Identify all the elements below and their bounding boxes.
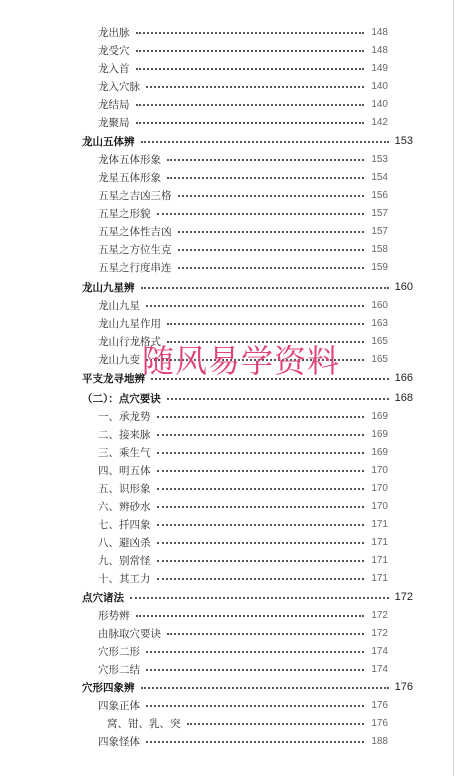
toc-entry[interactable] [107,714,388,732]
dot-leader [187,723,365,725]
dot-leader [136,50,365,52]
dot-leader [157,434,365,436]
toc-entry-page: 169 [371,410,388,422]
toc-entry-page: 174 [371,663,388,675]
toc-entry-title: 龙山五体辨 [82,135,135,148]
toc-entry-title: （二）：点穴要诀 [82,392,161,405]
toc-entry[interactable] [98,113,388,131]
toc-entry-page: 158 [371,243,388,255]
toc-entry-page: 170 [371,464,388,476]
toc-entry[interactable] [98,168,388,186]
toc-entry[interactable] [98,186,388,204]
toc-entry-page: 165 [371,335,388,347]
toc-entry-page: 176 [371,717,388,729]
dot-leader [130,597,389,599]
dot-leader [157,470,365,472]
dot-leader [167,323,364,325]
toc-entry-title: 七、扦四象 [98,518,151,531]
dot-leader [136,615,365,617]
toc-entry-page: 188 [371,735,388,747]
dot-leader [167,341,364,343]
toc-entry[interactable] [98,624,388,642]
toc-entry[interactable] [98,240,388,258]
toc-entry-title: 龙聚局 [98,116,130,129]
toc-entry-title: 龙入首 [98,62,130,75]
toc-entry-page: 172 [371,609,388,621]
toc-entry[interactable] [98,461,388,479]
toc-entry-title: 四、明五体 [98,464,151,477]
toc-entry[interactable] [98,23,388,41]
toc-entry-page: 165 [371,353,388,365]
dot-leader [136,68,365,70]
toc-entry-page: 171 [371,536,388,548]
toc-entry-page: 140 [371,80,388,92]
toc-entry-page: 172 [371,627,388,639]
dot-leader [178,249,365,251]
toc-entry[interactable] [98,660,388,678]
toc-entry-page: 154 [371,171,388,183]
toc-entry[interactable] [98,41,388,59]
toc-entry-page: 159 [371,261,388,273]
toc-entry-title: 龙入穴脉 [98,80,140,93]
toc-entry-page: 156 [371,189,388,201]
toc-entry[interactable] [98,479,388,497]
toc-entry-page: 148 [371,26,388,38]
dot-leader [146,305,364,307]
dot-leader [157,213,365,215]
toc-entry[interactable] [98,314,388,332]
toc-entry[interactable] [98,77,388,95]
dot-leader [157,542,365,544]
dot-leader [157,506,365,508]
toc-entry[interactable] [98,696,388,714]
watermark-text: 随风易学资料 [142,342,341,380]
toc-entry[interactable] [98,332,388,350]
dot-leader [146,669,364,671]
dot-leader [167,398,389,400]
toc-entry-title: 六、辨砂水 [98,500,151,513]
toc-entry-page: 172 [394,591,413,603]
toc-entry-title: 五星之体性吉凶 [98,225,172,238]
toc-entry-page: 163 [371,317,388,329]
toc-entry-page: 140 [371,98,388,110]
toc-entry-page: 169 [371,428,388,440]
toc-entry-title: 九、别常怪 [98,554,151,567]
toc-entry[interactable] [98,732,388,750]
toc-entry-title: 龙出脉 [98,26,130,39]
toc-entry-title: 龙星五体形象 [98,171,161,184]
toc-entry[interactable] [98,204,388,222]
dot-leader [141,287,389,289]
toc-entry-page: 171 [371,554,388,566]
dot-leader [178,195,365,197]
dot-leader [157,452,365,454]
toc-entry-title: 穴形四象辨 [82,681,135,694]
toc-entry[interactable] [98,642,388,660]
toc-entry-page: 168 [394,392,413,404]
toc-entry-page: 160 [371,299,388,311]
dot-leader [178,267,365,269]
dot-leader [167,177,364,179]
toc-entry-title: 穴形二形 [98,645,140,658]
toc-entry-page: 142 [371,116,388,128]
toc-entry[interactable] [98,569,388,587]
toc-section-entry[interactable] [82,588,413,606]
toc-entry-title: 十、其工力 [98,572,151,585]
toc-entry-page: 153 [394,135,413,147]
dot-leader [167,159,364,161]
dot-leader [157,416,365,418]
dot-leader [136,104,365,106]
toc-entry-title: 窝、钳、乳、突 [107,717,181,730]
toc-entry-page: 174 [371,645,388,657]
toc-entry-page: 171 [371,518,388,530]
toc-entry-title: 五星之吉凶三格 [98,189,172,202]
toc-entry-title: 四象正体 [98,699,140,712]
dot-leader [151,378,389,380]
dot-leader [141,687,389,689]
toc-entry[interactable] [98,551,388,569]
toc-entry[interactable] [98,425,388,443]
toc-entry[interactable] [98,443,388,461]
toc-entry-page: 170 [371,500,388,512]
toc-entry[interactable] [98,606,388,624]
toc-section-entry[interactable] [82,369,413,387]
toc-entry[interactable] [98,258,388,276]
toc-entry[interactable] [98,150,388,168]
toc-entry[interactable] [98,407,388,425]
toc-section-entry[interactable] [82,389,413,407]
dot-leader [146,359,364,361]
dot-leader [146,651,364,653]
toc-entry[interactable] [98,497,388,515]
toc-entry-title: 五星之方位生克 [98,243,172,256]
dot-leader [167,633,364,635]
toc-entry-title: 龙体五体形象 [98,153,161,166]
toc-entry-title: 平支龙寻地辨 [82,372,145,385]
toc-entry-title: 五、识形象 [98,482,151,495]
toc-entry-title: 龙山九变 [98,353,140,366]
toc-entry-page: 148 [371,44,388,56]
dot-leader [146,86,364,88]
toc-entry-page: 176 [371,699,388,711]
dot-leader [136,32,365,34]
dot-leader [146,741,364,743]
dot-leader [157,578,365,580]
toc-entry[interactable] [98,59,388,77]
toc-entry-title: 一、承龙势 [98,410,151,423]
toc-section-entry[interactable] [82,278,413,296]
toc-entry[interactable] [98,533,388,551]
toc-entry-page: 171 [371,572,388,584]
toc-entry-page: 176 [394,681,413,693]
dot-leader [157,488,365,490]
toc-entry-title: 龙受穴 [98,44,130,57]
dot-leader [178,231,365,233]
toc-entry-title: 五星之行度串连 [98,261,172,274]
toc-entry-page: 160 [394,281,413,293]
toc-section-entry[interactable] [82,678,413,696]
toc-entry-title: 龙山九星 [98,299,140,312]
scan-edge-line [453,0,454,776]
toc-entry-page: 153 [371,153,388,165]
toc-entry-title: 点穴诸法 [82,591,124,604]
toc-entry-title: 形势辨 [98,609,130,622]
dot-leader [136,122,365,124]
toc-entry-page: 169 [371,446,388,458]
toc-entry-title: 四象怪体 [98,735,140,748]
toc-entry-title: 由脉取穴要诀 [98,627,161,640]
dot-leader [146,705,364,707]
toc-entry-page: 157 [371,225,388,237]
toc-entry-title: 穴形二结 [98,663,140,676]
toc-entry-page: 157 [371,207,388,219]
toc-entry[interactable] [98,296,388,314]
toc-entry[interactable] [98,95,388,113]
toc-entry[interactable] [98,222,388,240]
toc-entry-title: 五星之形貌 [98,207,151,220]
dot-leader [141,141,389,143]
toc-entry-title: 八、避凶杀 [98,536,151,549]
dot-leader [157,524,365,526]
toc-entry[interactable] [98,350,388,368]
toc-entry-page: 149 [371,62,388,74]
toc-entry-page: 166 [394,372,413,384]
toc-entry-title: 龙结局 [98,98,130,111]
toc-entry[interactable] [98,515,388,533]
toc-entry-title: 龙山九星辨 [82,281,135,294]
toc-entry-title: 二、接来脉 [98,428,151,441]
toc-section-entry[interactable] [82,132,413,150]
toc-entry-title: 龙山九星作用 [98,317,161,330]
toc-entry-page: 170 [371,482,388,494]
toc-entry-title: 龙山行龙格式 [98,335,161,348]
toc-entry-title: 三、乘生气 [98,446,151,459]
dot-leader [157,560,365,562]
